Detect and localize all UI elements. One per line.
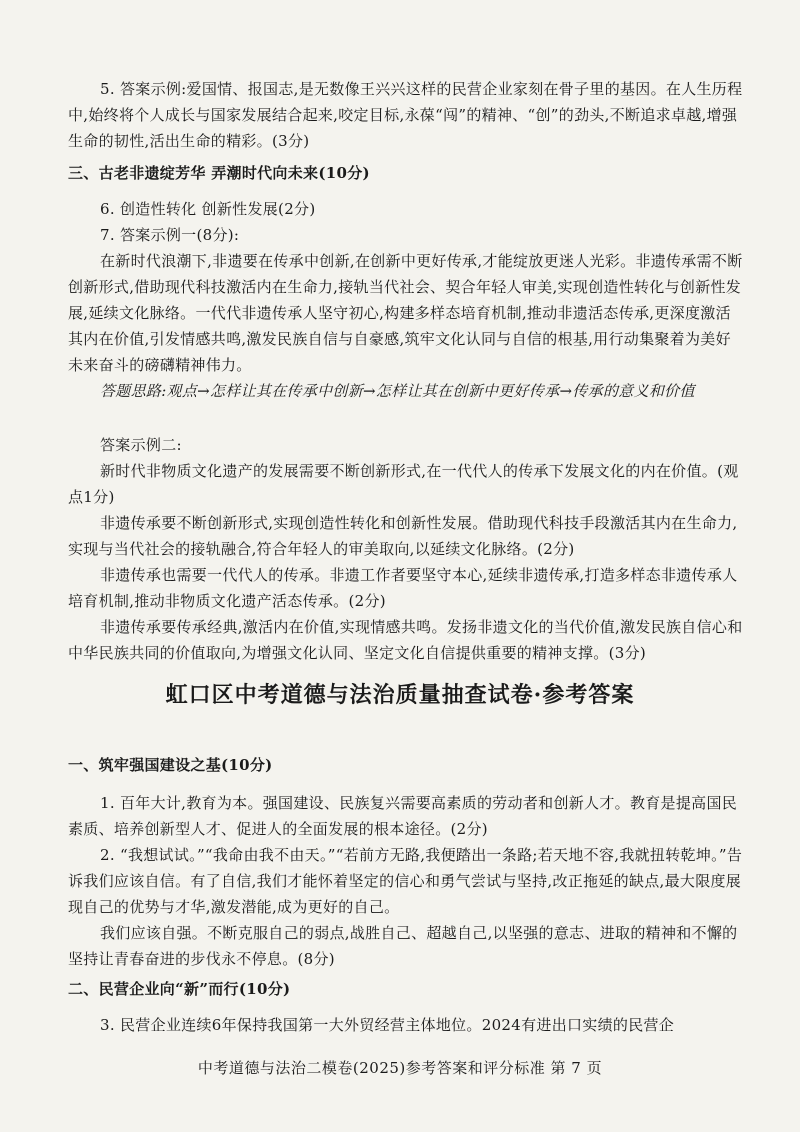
page-title: 虹口区中考道德与法治质量抽查试卷·参考答案 — [165, 682, 635, 708]
answer-q7-thinking: 答题思路:观点→怎样让其在传承中创新→怎样让其在创新中更好传承→传承的意义和价值 — [100, 382, 695, 400]
answer-q2: 2. “我想试试。”“我命由我不由天。”“若前方无路,我便踏出一条路;若天地不容,我就扭转乾坤。”告诉我们应该自信。有了自信,我们才能怀着坚定的信心和勇气尝试与坚持,改正拖延的缺点,最大限度展现自己的优势与才华,激发潜能,成为更好的自己。 — [68, 846, 743, 916]
answer-q2-p2: 我们应该自强。不断克服自己的弱点,战胜自己、超越自己,以坚强的意志、进取的精神和不懈的坚持让青春奋进的步伐永不停息。(8分) — [68, 924, 738, 968]
answer-q7-label: 7. 答案示例一(8分): — [100, 226, 240, 244]
answer-q5: 5. 答案示例:爱国情、报国志,是无数像王兴兴这样的民营企业家刻在骨子里的基因。在人生历程中,始终将个人成长与国家发展结合起来,咬定目标,永葆“闯”的精神、“创”的劲头,不断追求卓越,增强生命的韧性,活出生命的精彩。(3分) — [68, 80, 743, 150]
section-heading-3: 三、古老非遗绽芳华 弄潮时代向未来(10分) — [68, 164, 370, 182]
answer-q7-example1: 在新时代浪潮下,非遗要在传承中创新,在创新中更好传承,才能绽放更迷人光彩。非遗传承需不断创新形式,借助现代科技激活内在生命力,接轨当代社会、契合年轻人审美,实现创造性转化与创新性发展,延续文化脉络。一代代非遗传承人坚守初心,构建多样态培育机制,推动非遗活态传承,更深度激活其内在价值,引发情感共鸣,激发民族自信与自豪感,筑牢文化认同与自信的根基,用行动集聚着为美好未来奋斗的磅礴精神伟力。 — [68, 252, 743, 374]
section-heading-2: 二、民营企业向“新”而行(10分) — [68, 980, 291, 998]
answer-q7-example2-p4: 非遗传承要传承经典,激活内在价值,实现情感共鸣。发扬非遗文化的当代价值,激发民族自信心和中华民族共同的价值取向,为增强文化认同、坚定文化自信提供重要的精神支撑。(3分) — [68, 618, 743, 662]
answer-q6: 6. 创造性转化 创新性发展(2分) — [100, 200, 316, 218]
page-footer: 中考道德与法治二模卷(2025)参考答案和评分标准 第 7 页 — [197, 1059, 603, 1077]
answer-q1: 1. 百年大计,教育为本。强国建设、民族复兴需要高素质的劳动者和创新人才。教育是提高国民素质、培养创新型人才、促进人的全面发展的根本途径。(2分) — [68, 794, 738, 838]
answer-q3: 3. 民营企业连续6年保持我国第一大外贸经营主体地位。2024有进出口实绩的民营企 — [100, 1016, 675, 1034]
answer-q7-example2-p2: 非遗传承要不断创新形式,实现创造性转化和创新性发展。借助现代科技手段激活其内在生命力,实现与当代社会的接轨融合,符合年轻人的审美取向,以延续文化脉络。(2分) — [68, 514, 738, 558]
answer-q7-example2-p3: 非遗传承也需要一代代人的传承。非遗工作者要坚守本心,延续非遗传承,打造多样态非遗传承人培育机制,推动非物质文化遗产活态传承。(2分) — [68, 566, 738, 610]
answer-q7-example2-label: 答案示例二: — [100, 436, 182, 454]
answer-q7-example2-p1: 新时代非物质文化遗产的发展需要不断创新形式,在一代代人的传承下发展文化的内在价值。(观点1分) — [68, 462, 739, 506]
section-heading-1: 一、筑牢强国建设之基(10分) — [68, 756, 273, 774]
